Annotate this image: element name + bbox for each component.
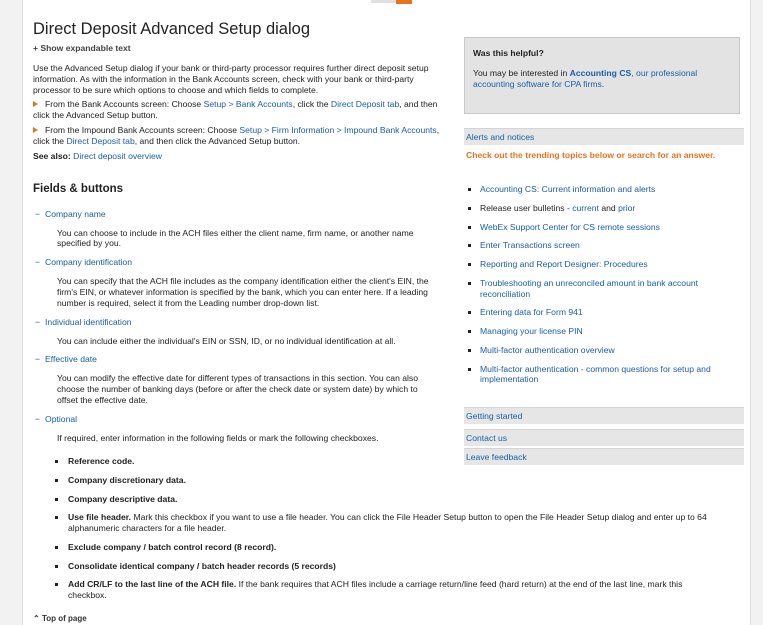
- page-title: Direct Deposit Advanced Setup dialog: [33, 20, 311, 38]
- field-company-name[interactable]: − Company name: [35, 208, 106, 219]
- triangle-icon: [33, 101, 38, 107]
- list-item: Company discretionary data.: [55, 475, 723, 486]
- alerts-header[interactable]: Alerts and notices: [464, 128, 744, 145]
- list-item: Consolidate identical company / batch header records (5 records): [55, 561, 723, 572]
- step-impound-accounts: From the Impound Bank Accounts screen: Choose Setup > Firm Information > Impound Bank Accounts, click the Direct Deposit tab, and then click the Advanced Setup button.: [33, 124, 440, 146]
- contact-us-header[interactable]: Contact us: [464, 429, 744, 446]
- list-item: Use file header. Mark this checkbox if you want to use a file header. You can click the File Header Setup button to open the File Header Setup dialog and enter up to 64 alphanumeric characters for a file header.: [55, 512, 723, 533]
- field-desc: You can include either the individual's EIN or SSN, ID, or no individual identification at all.: [57, 335, 396, 346]
- link-direct-deposit-tab[interactable]: Direct Deposit tab: [330, 99, 400, 110]
- field-desc: You can choose to include in the ACH files either the client name, firm name, or another name specified by you.: [57, 227, 414, 249]
- page: [22, 0, 751, 625]
- field-company-identification[interactable]: − Company identification: [35, 257, 132, 268]
- link-direct-deposit-overview[interactable]: Direct deposit overview: [73, 150, 162, 161]
- list-item[interactable]: Multi-factor authentication overview: [468, 345, 738, 356]
- list-item[interactable]: Managing your license PIN: [468, 326, 738, 337]
- field-optional[interactable]: − Optional: [35, 413, 78, 424]
- collapse-icon: −: [35, 354, 41, 365]
- helpful-box: [464, 37, 740, 114]
- side-list: [468, 184, 738, 393]
- main-content: [33, 20, 443, 452]
- collapse-icon: −: [35, 316, 41, 327]
- link-setup-bank-accounts[interactable]: Setup > Bank Accounts: [203, 99, 293, 110]
- field-desc: You can specify that the ACH file includes as the company identification either the client's EIN, the firm's EIN, or whatever information is specified by the bank, which you can enter here. If a leading number is required, select it from the Leading number drop-down list.: [57, 276, 429, 308]
- list-item[interactable]: Multi-factor authentication - common questions for setup and implementation: [468, 364, 738, 385]
- list-item[interactable]: Entering data for Form 941: [468, 307, 738, 318]
- list-item[interactable]: Troubleshooting an unreconciled amount in bank account reconciliation: [468, 278, 738, 299]
- list-item: Add CR/LF to the last line of the ACH file. If the bank requires that ACH files include a carriage return/line feed (hard return) at the end of the last line, mark this checkbox.: [55, 579, 723, 600]
- list-item: Release user bulletins - current and prior: [468, 203, 738, 214]
- field-desc: If required, enter information in the following fields or mark the following checkboxes.: [57, 432, 379, 443]
- link-direct-deposit-tab[interactable]: Direct Deposit tab: [66, 135, 135, 146]
- field-individual-identification[interactable]: − Individual identification: [35, 316, 132, 327]
- leave-feedback-header[interactable]: Leave feedback: [464, 448, 744, 465]
- list-item[interactable]: Reporting and Report Designer: Procedures: [468, 259, 738, 270]
- list-item[interactable]: Accounting CS: Current information and alerts: [468, 184, 738, 195]
- getting-started-header[interactable]: Getting started: [464, 407, 744, 424]
- accounting-cs-link[interactable]: Accounting CS, our professional accounting software for CPA firms: [473, 68, 698, 89]
- link-setup-firm-information[interactable]: Setup > Firm Information > Impound Bank Accounts: [239, 124, 437, 135]
- helpful-text: You may be interested in Accounting CS, our professional accounting software for CPA firms.: [473, 68, 698, 89]
- list-item: Exclude company / batch control record (8 record).: [55, 542, 723, 553]
- list-item: Reference code.: [55, 456, 723, 467]
- current-link[interactable]: current: [572, 202, 599, 213]
- collapse-icon: −: [35, 208, 41, 219]
- show-expandable-text[interactable]: + Show expandable text: [33, 43, 131, 53]
- field-effective-date[interactable]: − Effective date: [35, 354, 97, 365]
- see-also: See also: Direct deposit overview: [33, 150, 162, 161]
- triangle-icon: [33, 127, 38, 133]
- top-of-page-link[interactable]: ⌃ Top of page: [33, 614, 87, 623]
- list-item: Company descriptive data.: [55, 494, 723, 505]
- prior-link[interactable]: prior: [618, 202, 636, 213]
- collapse-icon: −: [35, 413, 41, 424]
- trending-text: Check out the trending topics below or search for an answer.: [466, 150, 716, 160]
- up-arrow-icon: ⌃: [33, 614, 42, 623]
- step-bank-accounts: From the Bank Accounts screen: Choose Setup > Bank Accounts, click the Direct Deposit tab, and then click the Advanced Setup button.: [33, 99, 438, 121]
- list-item[interactable]: Enter Transactions screen: [468, 240, 738, 251]
- intro-text: Use the Advanced Setup dialog if your bank or third-party processor requires further direct deposit setup information. As with the information in the Bank Accounts screen, check with your bank or third-party processor to be sure which options to choose and which fields to complete.: [33, 63, 429, 95]
- search-button[interactable]: [396, 0, 412, 4]
- collapse-icon: −: [35, 257, 41, 268]
- helpful-heading: Was this helpful?: [473, 48, 544, 58]
- list-item[interactable]: WebEx Support Center for CS remote sessions: [468, 222, 738, 233]
- optional-list: [55, 456, 723, 609]
- fields-heading: Fields & buttons: [33, 182, 124, 195]
- field-desc: You can modify the effective date for different types of transactions in this section. You can also choose the number of banking days (before or after the check date or system date) by which to offset the effective date.: [57, 373, 419, 405]
